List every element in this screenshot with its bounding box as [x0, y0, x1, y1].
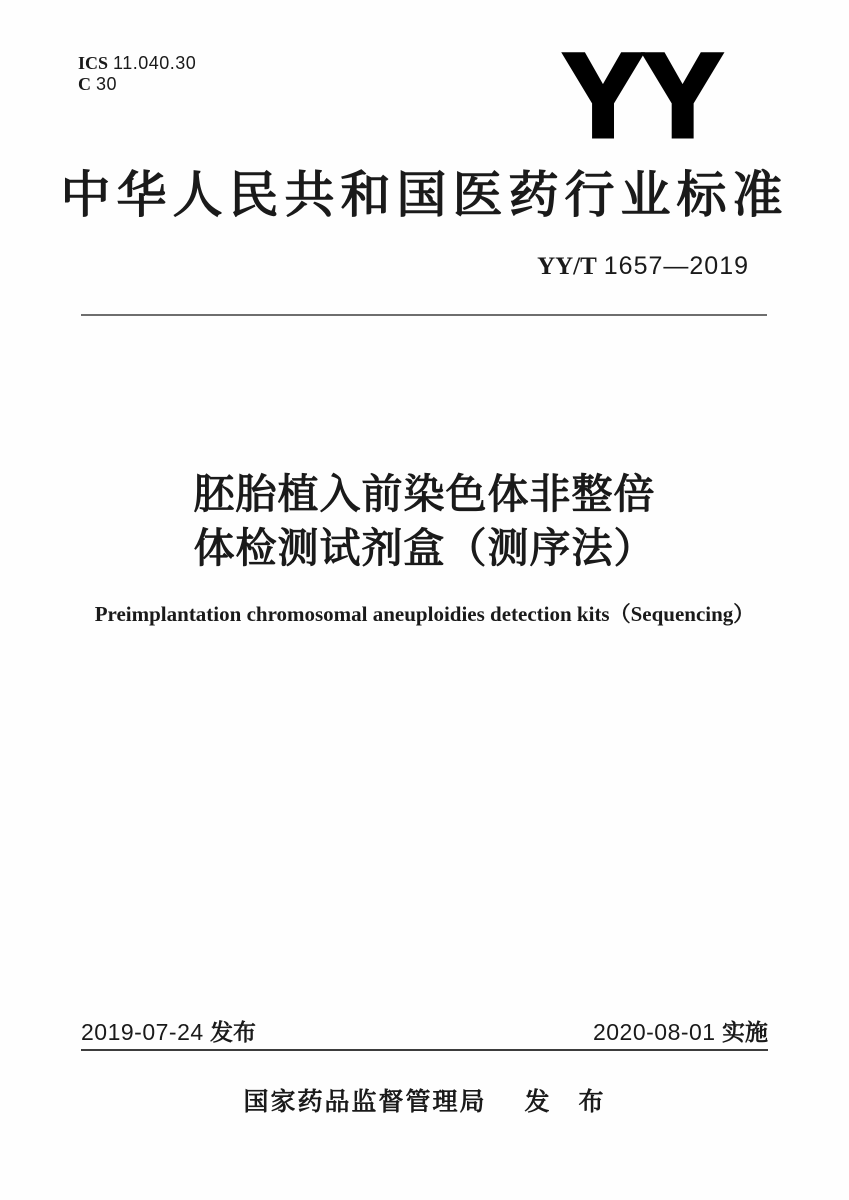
- document-title-chinese: [0, 467, 849, 575]
- issue-date-value: 2019-07-24: [81, 1019, 204, 1045]
- issue-date-label: 发布: [210, 1019, 257, 1045]
- document-title-english: Preimplantation chromosomal aneuploidies detection kits（Sequencing）: [94, 602, 755, 626]
- standard-category-title: 中华人民共和国医药行业标准: [60, 167, 789, 223]
- issuing-authority-row: [0, 1087, 849, 1117]
- document-title-chinese-line2: 体检测试剂盒（测序法）: [193, 525, 656, 571]
- standard-number: [537, 251, 749, 282]
- ics-label: ICS: [78, 53, 109, 73]
- issue-date: [81, 1018, 256, 1046]
- ics-code: 11.040.30: [113, 53, 197, 73]
- document-title-chinese-line1: 胚胎植入前染色体非整倍: [193, 471, 656, 517]
- implementation-date-label: 实施: [722, 1019, 768, 1045]
- implementation-date: [593, 1018, 768, 1046]
- ics-classification: [78, 53, 196, 95]
- yy-standard-logo: YY: [563, 30, 723, 162]
- date-row: [81, 1018, 768, 1046]
- issuing-authority: 国家药品监督管理局: [243, 1088, 487, 1116]
- standard-code-number: 1657—2019: [603, 252, 749, 280]
- header-rule: [81, 314, 767, 316]
- implementation-date-value: 2020-08-01: [592, 1019, 716, 1045]
- publish-label: 发 布: [524, 1088, 606, 1116]
- standard-code-prefix: YY/T: [537, 253, 597, 280]
- class-line: [78, 74, 196, 95]
- class-label: C: [78, 74, 91, 94]
- class-code: 30: [96, 74, 118, 94]
- footer-rule: [81, 1049, 768, 1051]
- ics-line: [78, 53, 196, 74]
